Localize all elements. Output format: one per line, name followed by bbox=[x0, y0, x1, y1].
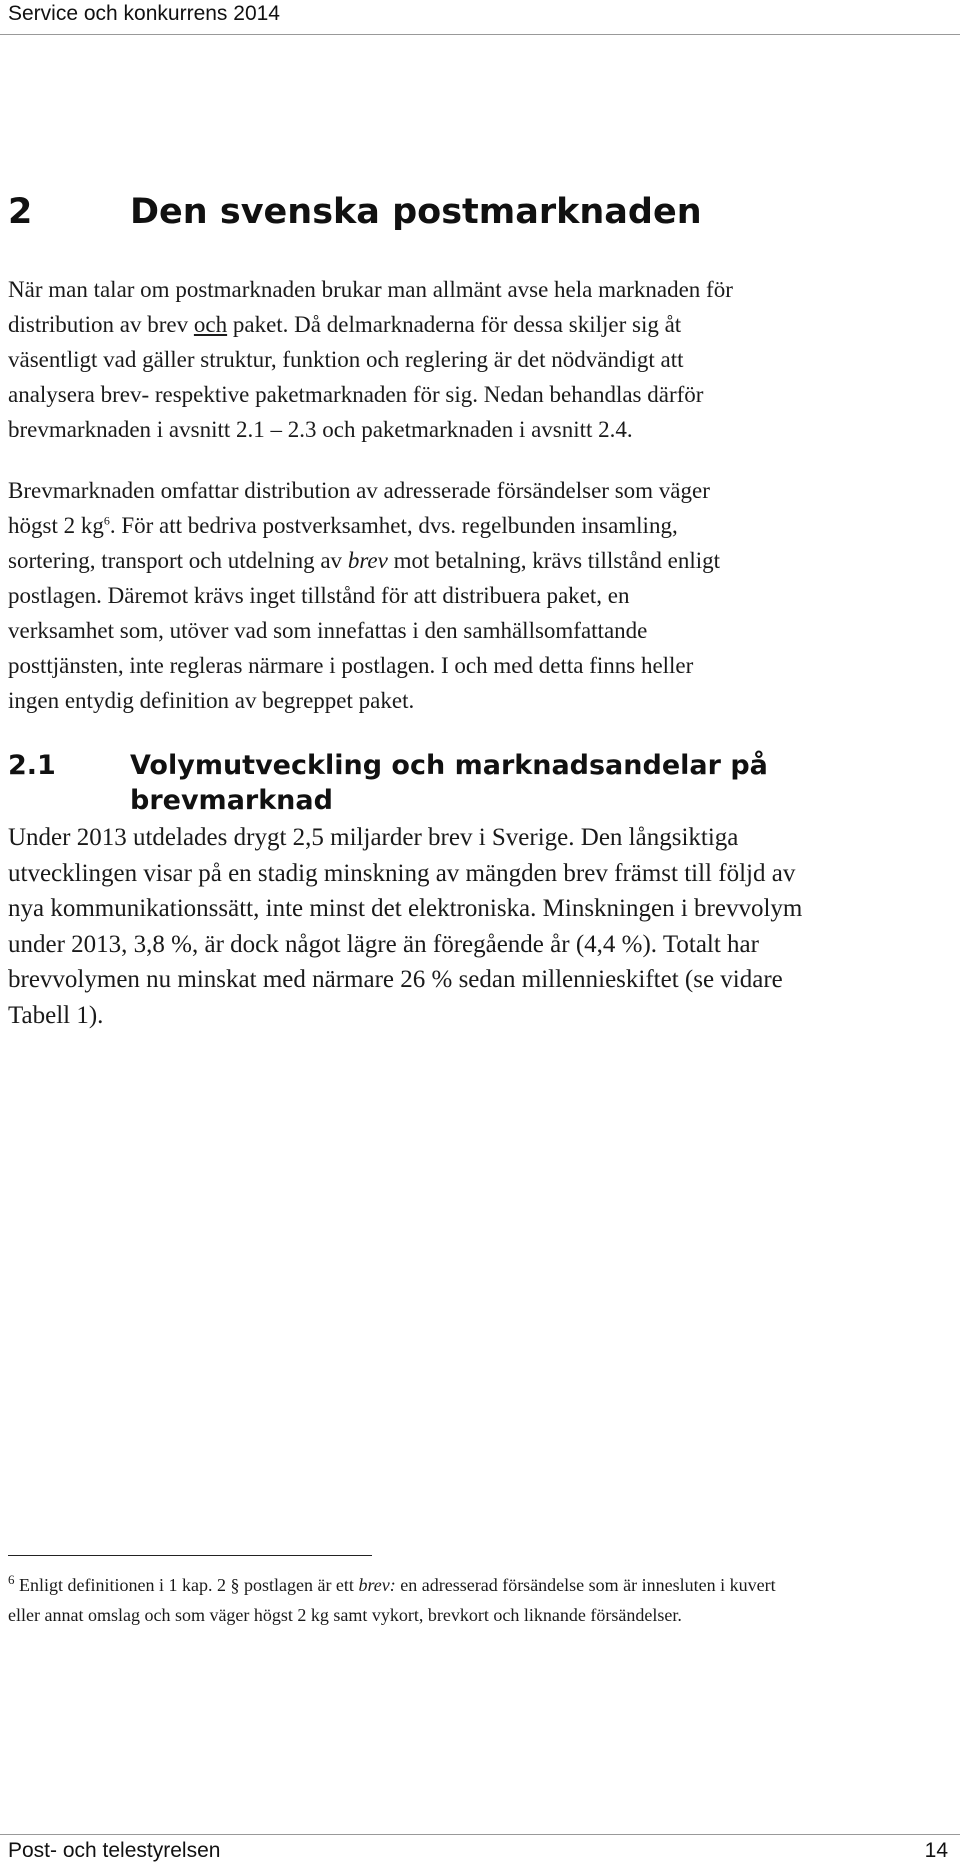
text-line: När man talar om postmarknaden brukar man allmänt avse hela marknaden för bbox=[8, 277, 733, 302]
paragraph-volym bbox=[8, 820, 953, 1033]
section-number: 2.1 bbox=[8, 750, 56, 781]
chapter-title: Den svenska postmarknaden bbox=[130, 192, 702, 232]
section-title-line: Volymutveckling och marknadsandelar på bbox=[130, 750, 768, 781]
text-line: under 2013, 3,8 %, är dock något lägre än föregående år (4,4 %). Totalt har bbox=[8, 930, 759, 958]
text-span: . För att bedriva postverksamhet, dvs. regelbunden insamling, bbox=[109, 513, 678, 538]
text-span: mot betalning, krävs tillstånd enligt bbox=[387, 548, 721, 573]
paragraph-intro bbox=[8, 272, 953, 447]
text-line: analysera brev- respektive paketmarknaden för sig. Nedan behandlas därför bbox=[8, 382, 704, 407]
text-line: brevvolymen nu minskat med närmare 26 % sedan millennieskiftet (se vidare bbox=[8, 966, 783, 993]
text-line bbox=[8, 543, 953, 578]
text-line: väsentligt vad gäller struktur, funktion och reglering är det nödvändigt att bbox=[8, 347, 684, 372]
section-heading bbox=[8, 748, 908, 818]
footnote-line: eller annat omslag och som väger högst 2 kg samt vykort, brevkort och liknande försändelser. bbox=[8, 1605, 682, 1625]
text-line: Brevmarknaden omfattar distribution av adresserade försändelser som väger bbox=[8, 478, 710, 503]
chapter-number: 2 bbox=[8, 192, 33, 232]
footer-publisher: Post- och telestyrelsen bbox=[8, 1839, 221, 1862]
text-line bbox=[8, 508, 953, 543]
text-line: brevmarknaden i avsnitt 2.1 – 2.3 och paketmarknaden i avsnitt 2.4. bbox=[8, 417, 633, 442]
text-line: nya kommunikationssätt, inte minst det elektroniska. Minskningen i brevvolym bbox=[8, 895, 803, 922]
text-span: högst 2 kg bbox=[8, 513, 104, 538]
text-line bbox=[8, 307, 953, 342]
section-title-line: brevmarknad bbox=[130, 785, 333, 816]
text-line: Under 2013 utdelades drygt 2,5 miljarder brev i Sverige. Den långsiktiga bbox=[8, 824, 739, 851]
chapter-heading bbox=[8, 192, 702, 232]
page-number: 14 bbox=[924, 1839, 948, 1862]
text-span: en adresserad försändelse som är innesluten i kuvert bbox=[395, 1575, 776, 1595]
text-span: distribution av brev bbox=[8, 312, 194, 337]
paragraph-brevmarknaden bbox=[8, 473, 953, 718]
text-span: paket. Då delmarknaderna för dessa skiljer sig åt bbox=[227, 312, 682, 337]
text-line: postlagen. Däremot krävs inget tillstånd för att distribuera paket, en bbox=[8, 583, 630, 608]
footnote-mark: 6 bbox=[8, 1572, 15, 1587]
footnote-reference: 6 bbox=[103, 513, 110, 528]
italic-word: brev bbox=[347, 548, 388, 573]
header-title: Service och konkurrens 2014 bbox=[8, 2, 280, 25]
text-span: Enligt definitionen i 1 kap. 2 § postlagen är ett bbox=[14, 1575, 359, 1595]
underlined-word: och bbox=[193, 312, 228, 337]
text-line: ingen entydig definition av begreppet paket. bbox=[8, 688, 415, 713]
footnote bbox=[8, 1570, 953, 1630]
text-span: sortering, transport och utdelning av bbox=[8, 548, 348, 573]
text-line: verksamhet som, utöver vad som innefattas i den samhällsomfattande bbox=[8, 618, 648, 643]
page-header bbox=[0, 0, 960, 35]
footnote-divider bbox=[8, 1555, 372, 1556]
text-line: posttjänsten, inte regleras närmare i postlagen. I och med detta finns heller bbox=[8, 653, 694, 678]
text-line: Tabell 1). bbox=[8, 1001, 104, 1029]
page-footer bbox=[0, 1834, 960, 1872]
italic-word: brev: bbox=[358, 1575, 396, 1595]
text-line: utvecklingen visar på en stadig minskning av mängden brev främst till följd av bbox=[8, 859, 796, 887]
footnote-line bbox=[8, 1570, 953, 1600]
